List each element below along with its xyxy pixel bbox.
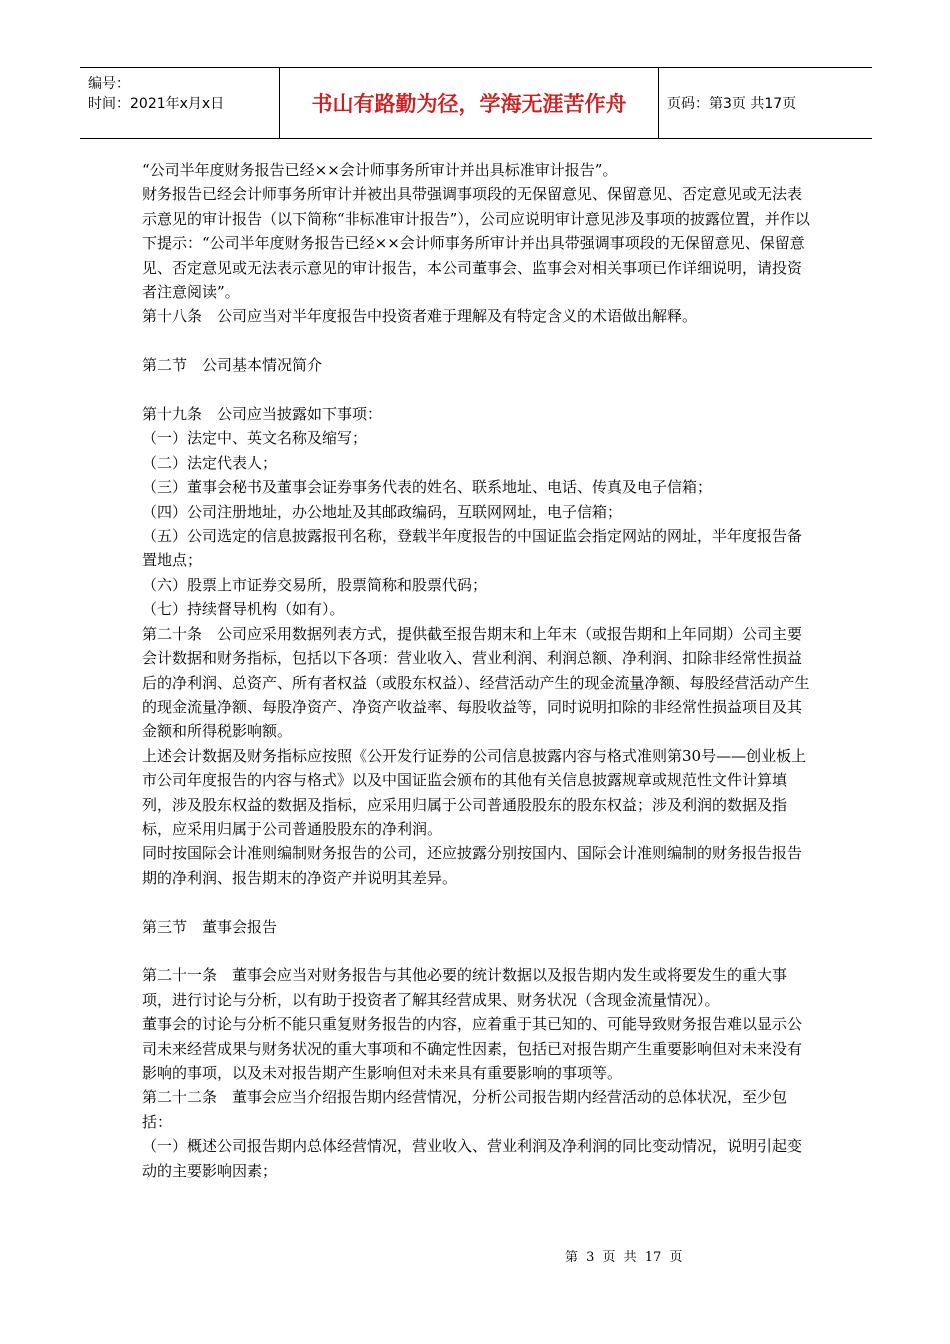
page-header: [80, 67, 872, 139]
blank-line: [142, 378, 814, 402]
paragraph: 董事会的讨论与分析不能只重复财务报告的内容，应着重于其已知的、可能导致财务报告难以显示公司未来经营成果与财务状况的重大事项和不确定性因素，包括已对报告期产生重要影响但对未来没有影响的事项，以及未对报告期产生影响但对未来具有重要影响的事项等。: [142, 1015, 803, 1082]
paragraph: 第二十一条 董事会应当对财务报告与其他必要的统计数据以及报告期内发生或将要发生的重大事项，进行讨论与分析，以有助于投资者了解其经营成果、财务状况（含现金流量情况）。: [142, 966, 788, 1009]
header-page-label: 页码：第3页 共17页: [667, 96, 797, 112]
list-item: （三）董事会秘书及董事会证券事务代表的姓名、联系地址、电话、传真及电子信箱；: [142, 478, 713, 497]
blank-line: [142, 329, 814, 353]
section-heading: 第二节 公司基本情况简介: [142, 356, 323, 375]
paragraph: 第十八条 公司应当对半年度报告中投资者难于理解及有特定含义的术语做出解释。: [142, 307, 698, 326]
header-date: 时间：2021年x月x日: [88, 96, 225, 112]
paragraph: 同时按国际会计准则编制财务报告的公司，还应披露分别按国内、国际会计准则编制的财务报告报告期的净利润、报告期末的净资产并说明其差异。: [142, 844, 803, 887]
list-item: （七）持续督导机构（如有）。: [142, 600, 345, 619]
paragraph: 第二十二条 董事会应当介绍报告期内经营情况，分析公司报告期内经营活动的总体状况，至少包括：: [142, 1088, 788, 1131]
header-motto: 书山有路勤为径，学海无涯苦作舟: [280, 68, 659, 138]
header-number: 编号：: [88, 76, 130, 92]
blank-line: [142, 890, 814, 914]
list-item: （一）法定中、英文名称及缩写；: [142, 429, 368, 448]
list-item: （六）股票上市证券交易所，股票简称和股票代码；: [142, 575, 488, 594]
list-item: （五）公司选定的信息披露报刊名称，登载半年度报告的中国证监会指定网站的网址，半年度报告备置地点；: [142, 527, 803, 570]
paragraph: 财务报告已经会计师事务所审计并被出具带强调事项段的无保留意见、保留意见、否定意见或无法表示意见的审计报告（以下简称“非标准审计报告”），公司应说明审计意见涉及事项的披露位置，并作以下提示：“公司半年度财务报告已经××会计师事务所审计并出具带强调事项段的无保留意见、保留意见、否定意见或无法表示意见的审计报告，本公司董事会、监事会对相关事项已作详细说明，请投资者注意阅读”。: [142, 185, 810, 302]
document-body: [142, 158, 814, 1183]
paragraph: 上述会计数据及财务指标应按照《公开发行证券的公司信息披露内容与格式准则第30号——创业板上市公司年度报告的内容与格式》以及中国证监会颁布的其他有关信息披露规章或规范性文件计算填列，涉及股东权益的数据及指标，应采用归属于公司普通股股东的股东权益；涉及利润的数据及指标，应采用归属于公司普通股股东的净利润。: [142, 746, 807, 838]
paragraph: 第十九条 公司应当披露如下事项：: [142, 405, 383, 424]
header-meta: [80, 68, 280, 138]
paragraph: 第二十条 公司应采用数据列表方式，提供截至报告期末和上年末（或报告期和上年同期）公司主要会计数据和财务指标，包括以下各项：营业收入、营业利润、利润总额、净利润、扣除非经常性损益后的净利润、总资产、所有者权益（或股东权益）、经营活动产生的现金流量净额、每股经营活动产生的现金流量净额、每股净资产、净资产收益率、每股收益等，同时说明扣除的非经常性损益项目及其金额和所得税影响额。: [142, 624, 810, 741]
list-item: （四）公司注册地址，办公地址及其邮政编码，互联网网址，电子信箱；: [142, 502, 623, 521]
blank-line: [142, 939, 814, 963]
paragraph: “公司半年度财务报告已经××会计师事务所审计并出具标准审计报告”。: [142, 161, 618, 179]
list-item: （二）法定代表人；: [142, 453, 278, 472]
list-item: （一）概述公司报告期内总体经营情况，营业收入、营业利润及净利润的同比变动情况，说明引起变动的主要影响因素；: [142, 1137, 803, 1180]
section-heading: 第三节 董事会报告: [142, 917, 278, 936]
page-footer: 第 3 页 共 17 页: [565, 1250, 683, 1265]
